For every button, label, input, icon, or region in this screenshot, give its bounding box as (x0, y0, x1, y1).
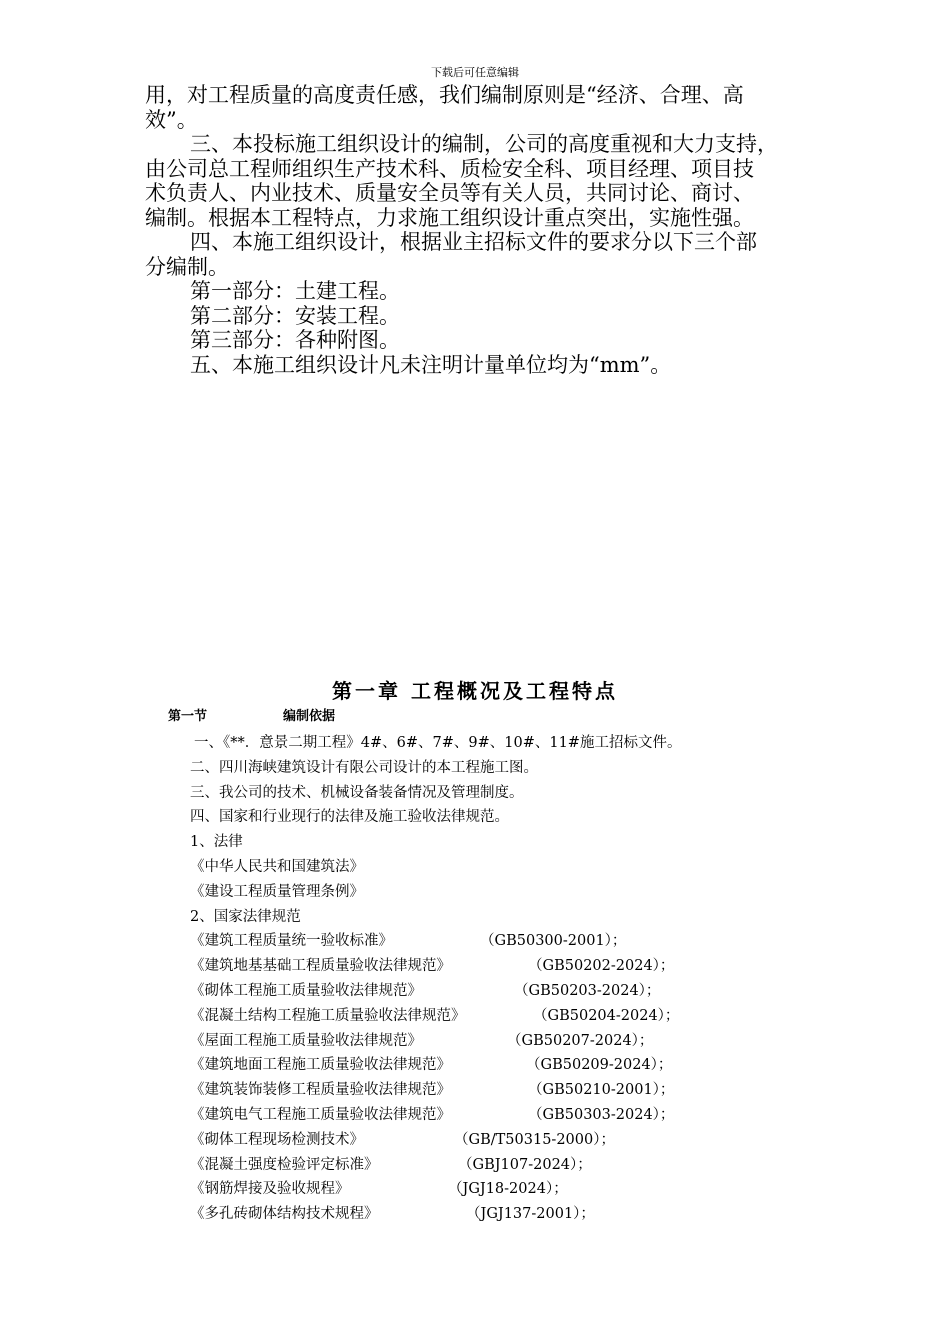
standard-name: 《钢筋焊接及验收规程》 (190, 1181, 350, 1198)
section-heading (168, 708, 335, 726)
basis-line: 《建设工程质量管理条例》 (190, 883, 364, 900)
intro-line: 四、本施工组织设计，根据业主招标文件的要求分以下三个部 (190, 230, 757, 254)
basis-line: 一、《**．意景二期工程》4#、6#、7#、9#、10#、11#施工招标文件。 (194, 735, 682, 751)
standard-item (190, 1153, 830, 1178)
chapter-title: 第一章 工程概况及工程特点 (332, 679, 618, 703)
standard-name: 《屋面工程施工质量验收法律规范》 (190, 1032, 422, 1049)
standard-code: （GB50204-2024）； (533, 1007, 680, 1024)
intro-line: 第二部分：安装工程。 (190, 303, 400, 328)
standard-item (190, 1053, 830, 1078)
standard-code: （GB50210-2001）； (528, 1082, 675, 1099)
intro-line: 三、本投标施工组织设计的编制，公司的高度重视和大力支持， (190, 132, 778, 156)
standard-name: 《混凝土结构工程施工质量验收法律规范》 (190, 1007, 466, 1024)
standard-code: （GB50207-2024）； (507, 1032, 654, 1049)
basis-line: 2、国家法律规范 (190, 908, 301, 925)
standard-code: （GB50202-2024）； (528, 958, 675, 975)
standard-item (190, 929, 830, 954)
section-number: 第一节 (168, 709, 208, 724)
standard-code: （GBJ107-2024）； (458, 1156, 592, 1173)
intro-line: 用，对工程质量的高度责任感，我们编制原则是“经济、合理、高 (145, 83, 744, 107)
intro-line: 分编制。 (145, 254, 229, 279)
standard-name: 《混凝土强度检验评定标准》 (190, 1156, 379, 1173)
basis-line: 二、四川海峡建筑设计有限公司设计的本工程施工图。 (190, 759, 538, 776)
intro-line: 编制。根据本工程特点，力求施工组织设计重点突出，实施性强。 (145, 205, 754, 230)
section-title: 编制依据 (283, 709, 336, 724)
standard-item (190, 979, 830, 1004)
standard-item (190, 1029, 830, 1054)
basis-line: 三、我公司的技术、机械设备装备情况及管理制度。 (190, 784, 524, 801)
standard-name: 《砌体工程现场检测技术》 (190, 1131, 364, 1148)
standard-code: （GB50300-2001）； (480, 933, 627, 950)
standard-item (190, 1004, 830, 1029)
standard-item (190, 1078, 830, 1103)
standard-code: （JGJ18-2024）； (448, 1181, 568, 1198)
basis-list (190, 731, 830, 1227)
basis-line: 《中华人民共和国建筑法》 (190, 858, 364, 875)
standard-name: 《建筑电气工程施工质量验收法律规范》 (190, 1106, 451, 1123)
standard-name: 《建筑工程质量统一验收标准》 (190, 933, 393, 950)
standard-code: （GB50203-2024）； (514, 982, 661, 999)
standard-code: （GB50209-2024）； (526, 1057, 673, 1074)
intro-paragraphs (145, 83, 815, 377)
standard-item (190, 1177, 830, 1202)
intro-line: 术负责人、内业技术、质量安全员等有关人员，共同讨论、商讨、 (145, 181, 754, 205)
standard-code: （JGJ137-2001）； (466, 1206, 595, 1223)
standard-name: 《砌体工程施工质量验收法律规范》 (190, 982, 422, 999)
standard-item (190, 954, 830, 979)
intro-line: 第三部分：各种附图。 (190, 328, 400, 352)
intro-line: 效”。 (145, 107, 198, 132)
standard-name: 《建筑地面工程施工质量验收法律规范》 (190, 1057, 451, 1074)
standard-item (190, 1202, 830, 1227)
standard-item (190, 1128, 830, 1153)
standard-item (190, 1103, 830, 1128)
standard-name: 《建筑地基基础工程质量验收法律规范》 (190, 958, 451, 975)
standard-code: （GB/T50315-2000）； (454, 1131, 615, 1148)
standard-name: 《建筑装饰装修工程质量验收法律规范》 (190, 1082, 451, 1099)
intro-line: 五、本施工组织设计凡未注明计量单位均为“mm”。 (190, 352, 672, 377)
basis-line: 1、法律 (190, 834, 243, 851)
intro-line: 第一部分：土建工程。 (190, 279, 400, 303)
basis-line: 四、国家和行业现行的法律及施工验收法律规范。 (190, 809, 509, 826)
standard-name: 《多孔砖砌体结构技术规程》 (190, 1206, 379, 1223)
standard-code: （GB50303-2024）； (528, 1106, 675, 1123)
header-note: 下载后可任意编辑 (431, 66, 519, 79)
intro-line: 由公司总工程师组织生产技术科、质检安全科、项目经理、项目技 (145, 156, 754, 181)
